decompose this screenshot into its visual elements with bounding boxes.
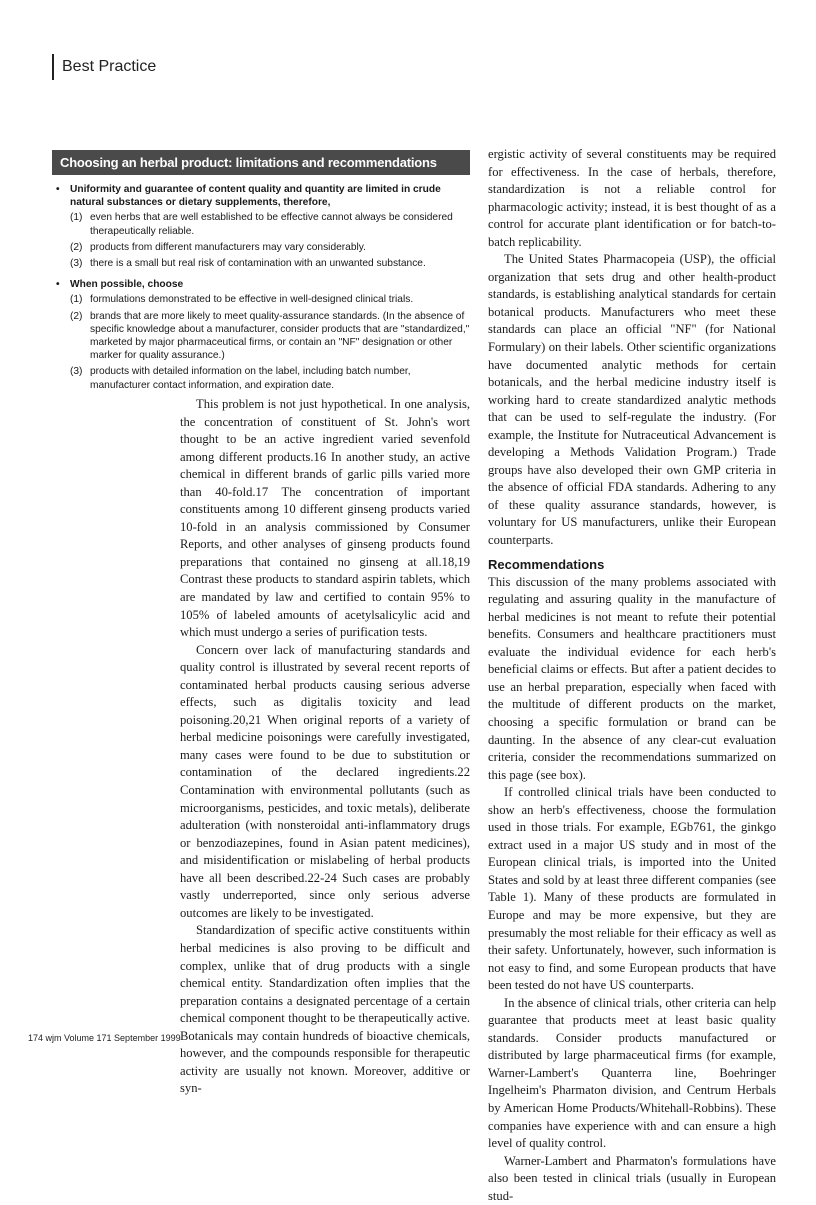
bullet [56, 183, 470, 209]
sub-item-number: (2) [70, 310, 83, 322]
sub-item [70, 211, 470, 237]
body-paragraph: Warner-Lambert and Pharmaton's formulations have also been tested in clinical trials (usually in European stud- [488, 1153, 776, 1203]
body-paragraph: This discussion of the many problems associated with regulating and assuring quality in the manufacture of herbal medicines is not meant to refute their potential benefits. Consumers and healthcare practitioners must evaluate the individual evidence for each herb's beneficial claims or effects. But after a patient decides to use an herbal preparation, especially when faced with the multitude of different products on the market, choosing a specific formulation or brand can be daunting. In the absence of any clear-cut evaluation criteria, consider the recommendations summarized on this page (see box). [488, 574, 776, 782]
sub-item [70, 257, 470, 270]
bullet [56, 278, 470, 291]
body-paragraph: Standardization of specific active constituents within herbal medicines is also proving to be difficult and complex, unlike that of drug products with a single chemical entity. Standardization often implies that the preparation contains a designated percentage of a certain chemical component thought to be therapeutically active. Botanicals may contain hundreds of bioactive chemicals, however, and the compounds responsible for therapeutic activity are usually not known. Moreover, additive or syn- [180, 923, 470, 1096]
body-paragraph: ergistic activity of several constituents may be required for effectiveness. In the case of herbals, therefore, standardization is not a reliable control for pharmacologic activity; instead, it is best thought of as a control for accurate plant identification or for batch-to-batch replicability. [488, 147, 776, 249]
right-column [488, 146, 776, 1205]
section-title: Best Practice [62, 58, 157, 75]
bullet-text: Uniformity and guarantee of content quality and quantity are limited in crude natural substances or dietary supplements, therefore, [70, 184, 441, 209]
header-rule [52, 54, 54, 80]
sub-item-text: products with detailed information on the label, including batch number, manufacturer contact information, and expiration date. [90, 366, 411, 391]
body-paragraph: If controlled clinical trials have been conducted to show an herb's effectiveness, choose the formulation used in those trials. For example, EGb761, the ginkgo extract used in a major US study and in most of the European clinical trials, is imported into the United States and sold by at least three different companies (see Table 1). Many of these products are formulated in Europe and may be more expensive, but they are presumably the most reliable for their efficacy as well as their safety. Unfortunately, however, such information is not easy to find, and some European products that have been tested do not have US counterparts. [488, 785, 776, 993]
body-paragraph: This problem is not just hypothetical. In one analysis, the concentration of constituent of St. John's wort thought to be an active ingredient varied sevenfold among different products.16 In another study, an active chemical in different brands of garlic pills varied more than 40-fold.17 The concentration of important constituents among 10 different ginseng products varied 10-fold in an analysis commissioned by Consumer Reports, and other analyses of ginseng products found preparations that contained no ginseng at all.18,19 Contrast these products to standard aspirin tablets, which are mandated by law and certified to contain 95% to 105% of labeled amounts of acetylsalicylic acid and which must undergo a series of purification tests. [180, 397, 470, 640]
left-column [180, 396, 470, 1098]
box-body [52, 175, 470, 392]
body-paragraph: In the absence of clinical trials, other criteria can help guarantee that products meet at least basic quality standards. Consider products manufactured or distributed by large pharmaceutical firms (for example, Warner-Lambert's Quanterra line, Boehringer Ingelheim's Pharmaton division, and Centrum Herbals by American Home Products/Whitehall-Robbins). These companies have experience with and can ensure a high level of quality control. [488, 995, 776, 1151]
bullet-group [56, 278, 470, 392]
sub-item [70, 310, 470, 363]
sub-item-number: (3) [70, 366, 83, 378]
sub-item-number: (3) [70, 258, 83, 270]
bullet-group [56, 183, 470, 270]
sub-item-text: there is a small but real risk of contamination with an unwanted substance. [90, 258, 426, 270]
sub-item-number: (2) [70, 241, 83, 253]
sub-item [70, 241, 470, 254]
sub-item-text: formulations demonstrated to be effective in well-designed clinical trials. [90, 294, 414, 306]
sub-item [70, 365, 470, 391]
sub-item [70, 293, 470, 306]
body-paragraph: Concern over lack of manufacturing standards and quality control is illustrated by several recent reports of contaminated herbal products causing serious adverse effects, such as digitalis toxicity and lead poisoning.20,21 When original reports of a variety of herbal medicine poisonings were carefully investigated, many cases were found to be due to substitution or contamination of the declared ingredients.22 Contamination with environmental pollutants (such as microorganisms, pesticides, and toxic metals), deliberate adulteration (with nonsteroidal anti-inflammatory drugs or benzodiazepines, found in Asian patent medicines), and misidentification or mislabeling of herbal products have all been described.22-24 Such cases are probably vastly underreported, since only serious adverse outcomes are likely to be investigated. [180, 642, 470, 920]
recommendations-heading: Recommendations [488, 556, 605, 572]
bullet-dot: • [56, 279, 60, 291]
sub-item-text: brands that are more likely to meet quality-assurance standards. (In the absence of specific knowledge about a manufacturer, consider products that are "standardized," marketed by major pharmaceutical firms, or contain an "NF" designation or other marker for quality assurance.) [90, 310, 470, 362]
sub-item-number: (1) [70, 294, 83, 306]
sub-item-text: products from different manufacturers may vary considerably. [90, 241, 366, 253]
bullet-dot: • [56, 184, 60, 195]
sub-item-text: even herbs that are well established to be effective cannot always be considered therapeutically reliable. [90, 212, 453, 237]
page-footer: 174 wjm Volume 171 September 1999 [28, 1033, 181, 1043]
body-paragraph: The United States Pharmacopeia (USP), the official organization that sets drug and other health-product standards, is establishing analytical standards for certain botanical products. Manufacturers who meet these standards can place an official "NF" (for National Formulary) on their labels. Other scientific organizations have documented analytic methods for certain botanicals, and the herbal medicine industry itself is working hard to create standardized analytic methods that can be used to self-regulate the industry. (For example, the Institute for Nutraceutical Advancement is developing a Methods Validation Program.) Trade groups have also developed their own GMP criteria in the absence of official FDA standards. Adhering to any of these quality assurance standards, however, is voluntary for US manufacturers, unlike their European counterparts. [488, 252, 776, 548]
box-title: Choosing an herbal product: limitations and recommendations [52, 150, 470, 175]
sub-item-number: (1) [70, 212, 83, 224]
recommendation-box [52, 150, 470, 400]
bullet-text: When possible, choose [70, 279, 184, 291]
